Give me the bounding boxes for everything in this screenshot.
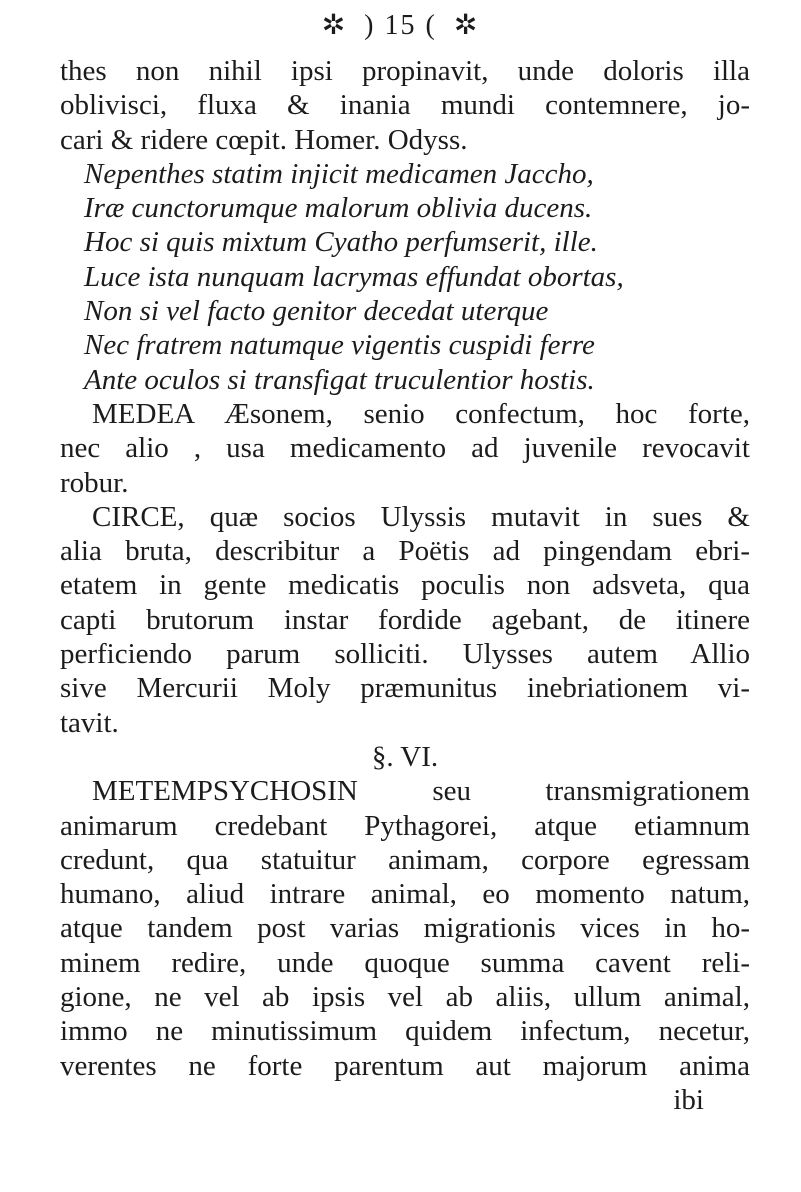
verse-line: Nec fratrem natumque vigentis cuspidi ferre <box>84 329 595 362</box>
star-ornament-icon: ✲ <box>321 10 348 41</box>
verse-line: Non si vel facto genitor decedat uterque <box>84 295 549 328</box>
text-line: robur. <box>60 466 129 499</box>
text-line: cari & ridere cœpit. Homer. Odyss. <box>60 123 468 156</box>
page-number: ) 15 ( <box>364 10 437 41</box>
text-line: humano, aliud intrare animal, eo momento natum, <box>60 878 750 911</box>
paragraph-metempsychosis-start: METEMPSYCHOSIN seu transmigrationem <box>92 775 750 808</box>
text-line: etatem in gente medicatis poculis non adsveta, qua <box>60 569 750 602</box>
text-line: tavit. <box>60 706 119 739</box>
section-heading: §. VI. <box>371 740 439 773</box>
catchword: ibi <box>673 1083 704 1116</box>
text-line: oblivisci, fluxa & inania mundi contemnere, jo- <box>60 89 750 122</box>
text-line: perficiendo parum solliciti. Ulysses autem Allio <box>60 638 750 671</box>
star-ornament-icon: ✲ <box>453 10 480 41</box>
text-line: thes non nihil ipsi propinavit, unde doloris illa <box>60 55 750 87</box>
text-line: gione, ne vel ab ipsis vel ab aliis, ullum animal, <box>60 981 750 1014</box>
text-line: alia bruta, describitur a Poëtis ad pingendam ebri- <box>60 535 750 568</box>
page-header <box>0 8 801 44</box>
verse-line: Iræ cunctorumque malorum oblivia ducens. <box>84 192 593 225</box>
verse-line: Luce ista nunquam lacrymas effundat obortas, <box>84 260 624 293</box>
body-text <box>60 54 750 1117</box>
text-line: animarum credebant Pythagorei, atque etiamnum <box>60 809 750 842</box>
verse-line: Hoc si quis mixtum Cyatho perfumserit, ille. <box>84 226 598 259</box>
text-line: immo ne minutissimum quidem infectum, necetur, <box>60 1015 750 1048</box>
text-line: atque tandem post varias migrationis vices in ho- <box>60 912 750 945</box>
verse-line: Nepenthes statim injicit medicamen Jaccho, <box>84 157 594 190</box>
paragraph-medea-start: MEDEA Æsonem, senio confectum, hoc forte, <box>92 397 750 430</box>
text-line: verentes ne forte parentum aut majorum anima <box>60 1049 750 1082</box>
text-line: capti brutorum instar fordide agebant, de itinere <box>60 603 750 636</box>
text-line: sive Mercurii Moly præmunitus inebriationem vi- <box>60 672 750 705</box>
text-line: nec alio , usa medicamento ad juvenile revocavit <box>60 432 750 465</box>
text-line: credunt, qua statuitur animam, corpore egressam <box>60 843 750 876</box>
text-line: minem redire, unde quoque summa cavent reli- <box>60 946 750 979</box>
paragraph-circe-start: CIRCE, quæ socios Ulyssis mutavit in sues & <box>92 500 750 533</box>
verse-line: Ante oculos si transfigat truculentior hostis. <box>84 363 595 396</box>
